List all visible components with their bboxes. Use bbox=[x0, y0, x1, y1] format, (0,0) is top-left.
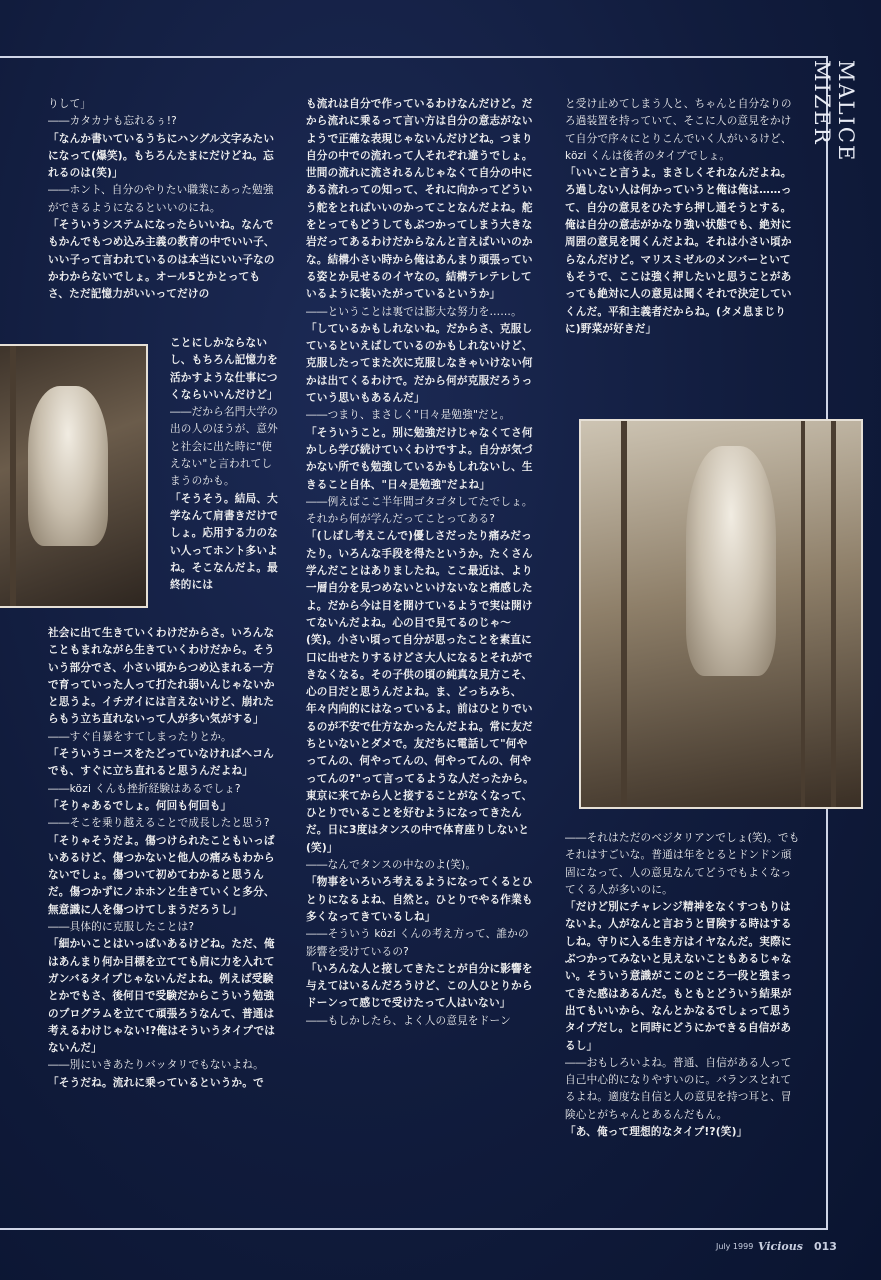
text-column-1-lower bbox=[48, 625, 280, 1092]
question-paragraph: ――すぐ自暴をすてしまったりとか。 bbox=[48, 730, 232, 743]
question-paragraph: ――なんでタンスの中なのよ(笑)。 bbox=[306, 859, 477, 872]
answer-paragraph: 「細かいことはいっぱいあるけどね。ただ、俺はあんまり何か目標を立てても肩に力を入れてガンバるタイプじゃないんだよね。例えば受験とかでもさ、後何日で受験だからこういう勉強のプログラムを立てて頑張ろうなんて、普通は考えるわけじゃない!?俺はそういうタイプではないんだ」 bbox=[48, 938, 276, 1055]
photo-figure bbox=[28, 386, 108, 546]
answer-paragraph: 「しているかもしれないね。だからさ、克服しているといえばしているのかもしれないけど、克服したってまた次に克服しなきゃいけない何かは出てくるわけで。だから何が克服だろうっていう思いもあるんだ」 bbox=[306, 322, 533, 405]
answer-paragraph: 「そういうこと。別に勉強だけじゃなくてさ何かしら学び続けていくわけですよ。自分が気づかない所でも勉強しているかもしれないし、生きること自体、"日々是勉強"だよね」 bbox=[306, 426, 533, 491]
photo-figure bbox=[686, 446, 776, 676]
text-column-1-wrap bbox=[170, 335, 280, 594]
answer-paragraph: 「そりゃあるでしょ。何回も何回も」 bbox=[48, 799, 232, 812]
answer-paragraph: ことにしかならないし、もちろん記憶力を活かすような仕事につくならいいんだけど」 bbox=[170, 337, 278, 401]
question-paragraph: ――だから名門大学の出の人のほうが、意外と社会に出た時に"使えない"と言われてしまうのかも。 bbox=[170, 406, 278, 488]
issue-date: July 1999 bbox=[716, 1242, 754, 1251]
question-paragraph: ――そこを乗り越えることで成長したと思う? bbox=[48, 817, 270, 830]
question-paragraph: ――ということは裏では膨大な努力を……。 bbox=[306, 305, 522, 318]
text-column-3 bbox=[565, 96, 800, 338]
question-paragraph: ――具体的に克服したことは? bbox=[48, 921, 195, 934]
question-paragraph: ――それはただのベジタリアンでしょ(笑)。でもそれはすごいな。普通は年をとるとドンドン頑固になって、人の意見なんてどうでもよくなってくる人が多いのに。 bbox=[565, 832, 800, 896]
text-column-2 bbox=[306, 96, 538, 1030]
answer-paragraph: 「そういうコースをたどっていなければヘコんでも、すぐに立ち直れると思うんだよね」 bbox=[48, 748, 274, 778]
question-paragraph: ――カタカナも忘れるぅ!? bbox=[48, 115, 177, 128]
answer-paragraph: 「そうだね。流れに乗っているというか。で bbox=[48, 1076, 264, 1089]
photo-left bbox=[0, 344, 148, 608]
answer-paragraph: 「そりゃそうだよ。傷つけられたこともいっぱいあるけど、傷つかないと他人の痛みもわからないでしょ。傷ついて初めてわかると思うんだ。傷つかずにノホホンと生きていくと多分、無意識に人を傷つけてしまうだろうし」 bbox=[48, 834, 275, 916]
question-paragraph: ――ホント、自分のやりたい職業にあった勉強ができるようになるといいのにね。 bbox=[48, 184, 274, 214]
answer-paragraph: 「そうそう。結局、大学なんて肩書きだけでしょ。応用する力のない人ってホント多いよね。そこなんだよ。最終的には bbox=[170, 492, 278, 592]
question-paragraph: ――別にいきあたりバッタリでもないよね。 bbox=[48, 1059, 264, 1072]
answer-paragraph: 「物事をいろいろ考えるようになってくるとひとりになるよね、自然と。ひとりでやる作業も多くなってきているしね」 bbox=[306, 876, 533, 923]
question-paragraph: りして」 bbox=[48, 98, 92, 110]
answer-paragraph: 「あ、俺って理想的なタイプ!?(笑)」 bbox=[565, 1126, 748, 1139]
answer-paragraph: 「そういうシステムになったらいいね。なんでもかんでもつめ込み主義の教育の中でいい子、いい子って言われているのは本当にいい子なのかわからないでしょ。オール5とかとってもさ、ただ記憶力がいいってだけの bbox=[48, 219, 275, 301]
answer-paragraph: も流れは自分で作っているわけなんだけど。だから流れに乗るって言い方は自分の意志がないようで正確な表現じゃないんだけどね。つまり自分の中での流れって人それぞれ違うでしょ。世間の流れに流されるんじゃなくて自分の中にある流れっての知って、それに向かってどういう舵をとればいいのかってことなんだよね。舵をとってもどうしてもぶつかってしまう大きな岩だってあるわけだからなんと言えばいいのかな。結構小さい時から俺はあんまり頑張っている姿とか見せるのイヤなの。結構テレテレしているように装いたがっているというか」 bbox=[306, 98, 533, 301]
answer-paragraph: 「いいこと言うよ。まさしくそれなんだよね。ろ過しない人は何かっていうと俺は俺は……って、自分の意見をひたすら押し通そうとする。俺は自分の意志がかなり強い状態でも、絶対に周囲の意見を聞くんだよね。それは小さい頃からなんだけど。マリスミゼルのメンバーといてもそうで、ここは強く押したいと思うことがあっても絶対に人の意見は聞くそれで決定していくんだ。平和主義者だからね。(タメ息まじりに)野菜が好きだ」 bbox=[565, 167, 792, 335]
question-paragraph: ――もしかしたら、よく人の意見をドーン bbox=[306, 1014, 511, 1027]
answer-paragraph: 「(しばし考えこんで)優しさだったり痛みだったり。いろんな手段を得たというか。たくさん学んだことはありましたね。ここ最近は、より一層自分を見つめないといけないなと痛感したよ。だから今は目を開けているようで実は開けてないんだよね。心の目で見てるのじゃ〜(笑)。小さい頃って自分が思ったことを素直に口に出せたりするけどさ大人になるとそれができなくなる。その子供の頃の純真な見方こそ、心の目だと思うんだよね。ま、どっちみち、年々内向的にはなっているよ。前はひとりでいるのが不安で仕方なかったんだよね。常に友だちといないとダメで。友だちに電話して"何やってんの、何やってんの、何やってんの、何やってんの?"って言ってるような人だったから。東京に来てから人と接することがなくなって、ひとりでいることを好むようになってきたんだ。日に3度はタンスの中で体育座りしないと(笑)」 bbox=[306, 530, 534, 854]
answer-paragraph: 社会に出て生きていくわけだからさ。いろんなこともまれながら生きていくわけだから。そういう部分でさ、小さい頃からつめ込まれる一方で育っていった人って打たれ弱いんじゃないかと思うよ。イチガイには言えないけど、崩れたらもう立ち直れないって人が多い気がする」 bbox=[48, 627, 275, 726]
text-column-1 bbox=[48, 96, 280, 304]
question-paragraph: ――例えばここ半年間ゴタゴタしてたでしょ。それから何が学んだってことってある? bbox=[306, 495, 533, 526]
answer-paragraph: 「なんか書いているうちにハングル文字みたいになって(爆笑)。もちろんたまにだけどね。忘れるのは(笑)」 bbox=[48, 132, 275, 180]
question-paragraph: ――közi くんも挫折経験はあるでしょ? bbox=[48, 782, 241, 795]
magazine-name: Vicious bbox=[758, 1240, 803, 1253]
page-number: 013 bbox=[814, 1240, 837, 1253]
question-paragraph: ――おもしろいよね。普通、自信がある人って自己中心的になりやすいのに。バランスとれてるよね。適度な自信と人の意見を持つ耳と、冒険心とがちゃんとあるんだもん。 bbox=[565, 1056, 792, 1121]
band-title: MALICE MIZER bbox=[810, 60, 858, 163]
question-paragraph: ――そういう közi くんの考え方って、誰かの影響を受けているの? bbox=[306, 928, 529, 958]
answer-paragraph: 「いろんな人と接してきたことが自分に影響を与えてはいるんだろうけど、この人ひとりからドーンって感じで受けたって人はいない」 bbox=[306, 962, 533, 1010]
text-column-3-lower bbox=[565, 830, 800, 1141]
question-paragraph: と受け止めてしまう人と、ちゃんと自分なりのろ過装置を持っていて、そこに人の意見をかけて自分で序々にとりこんでいく人がいるけど、közi くんは後者のタイプでしょ。 bbox=[565, 98, 792, 162]
photo-right bbox=[579, 419, 863, 809]
question-paragraph: ――つまり、まさしく"日々是勉強"だと。 bbox=[306, 409, 511, 422]
answer-paragraph: 「だけど別にチャレンジ精神をなくすつもりはないよ。人がなんと言おうと冒険する時はするしね。守りに入る生き方はイヤなんだ。実際にぶつかってみないと見えないこともあるじゃない。そういう意識がここのところ一段と強まってきた感はあるんだ。もともとどういう結果が出てもいいから、なんとかなるでしょって思うタイプだし。と同時にどうにかできる自信があるし」 bbox=[565, 901, 792, 1052]
